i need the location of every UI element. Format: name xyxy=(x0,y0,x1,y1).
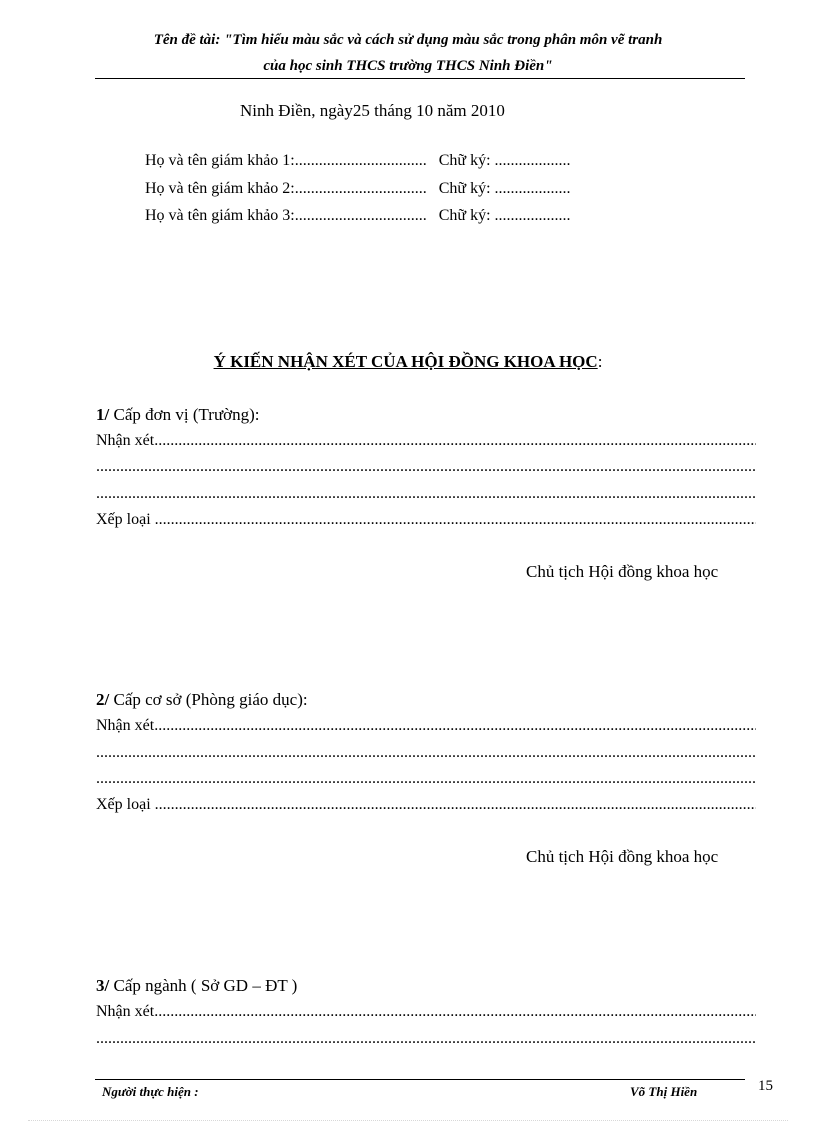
footer-author-name: Võ Thị Hiền xyxy=(630,1084,698,1099)
judge-row xyxy=(145,152,571,170)
judge-row xyxy=(145,180,571,198)
dotted-line xyxy=(96,485,756,503)
dotted-line xyxy=(96,770,756,788)
section-number: 2/ xyxy=(96,690,110,709)
section-title-text: Cấp cơ sở (Phòng giáo dục): xyxy=(113,690,308,709)
judge-signature-field: Chữ ký: ................... xyxy=(438,207,571,224)
header-title-line2: của học sinh THCS trường THCS Ninh Điền" xyxy=(263,58,553,74)
section-number: 1/ xyxy=(96,405,110,424)
signer-title: Chủ tịch Hội đồng khoa học xyxy=(526,562,719,581)
judge-row xyxy=(145,207,571,225)
council-heading-colon: : xyxy=(597,352,603,371)
section-title xyxy=(96,690,308,710)
section-title xyxy=(96,405,260,425)
comment-row xyxy=(96,432,756,450)
footer-rule xyxy=(95,1079,745,1080)
section-title-text: Cấp đơn vị (Trường): xyxy=(113,405,260,424)
page-number: 15 xyxy=(758,1078,773,1094)
rating-row xyxy=(96,511,756,529)
rating-row xyxy=(96,796,756,814)
header-rule xyxy=(95,78,745,79)
comment-row xyxy=(96,717,756,735)
dotted-line xyxy=(96,1030,756,1048)
rating-label: Xếp loại xyxy=(96,796,151,813)
dotted-line xyxy=(96,744,756,762)
judge-name-field: Họ và tên giám khảo 1:................................. xyxy=(145,152,427,169)
section-number: 3/ xyxy=(96,976,110,995)
header-title-line1: Tên đề tài: "Tìm hiểu màu sắc và cách sử dụng màu sắc trong phân môn vẽ tranh xyxy=(153,32,663,48)
comment-row xyxy=(96,1003,756,1021)
judge-signature-field: Chữ ký: ................... xyxy=(438,152,571,169)
judge-name-field: Họ và tên giám khảo 3:................................. xyxy=(145,207,427,224)
footer-author-label: Người thực hiện : xyxy=(102,1084,199,1099)
comment-label: Nhận xét xyxy=(96,717,155,734)
section-title xyxy=(96,976,297,996)
rating-label: Xếp loại xyxy=(96,511,151,528)
date-line: Ninh Điền, ngày25 tháng 10 năm 2010 xyxy=(240,101,505,120)
section-title-text: Cấp ngành ( Sở GD – ĐT ) xyxy=(113,976,298,995)
comment-label: Nhận xét xyxy=(96,432,155,449)
council-heading xyxy=(0,352,816,372)
judge-name-field: Họ và tên giám khảo 2:................................. xyxy=(145,180,427,197)
comment-label: Nhận xét xyxy=(96,1003,155,1020)
judge-signature-field: Chữ ký: ................... xyxy=(438,180,571,197)
page-edge-divider xyxy=(28,1120,788,1121)
signer-title: Chủ tịch Hội đồng khoa học xyxy=(526,847,719,866)
dotted-line xyxy=(96,458,756,476)
council-heading-text: Ý KIẾN NHẬN XÉT CỦA HỘI ĐỒNG KHOA HỌC xyxy=(213,352,598,371)
